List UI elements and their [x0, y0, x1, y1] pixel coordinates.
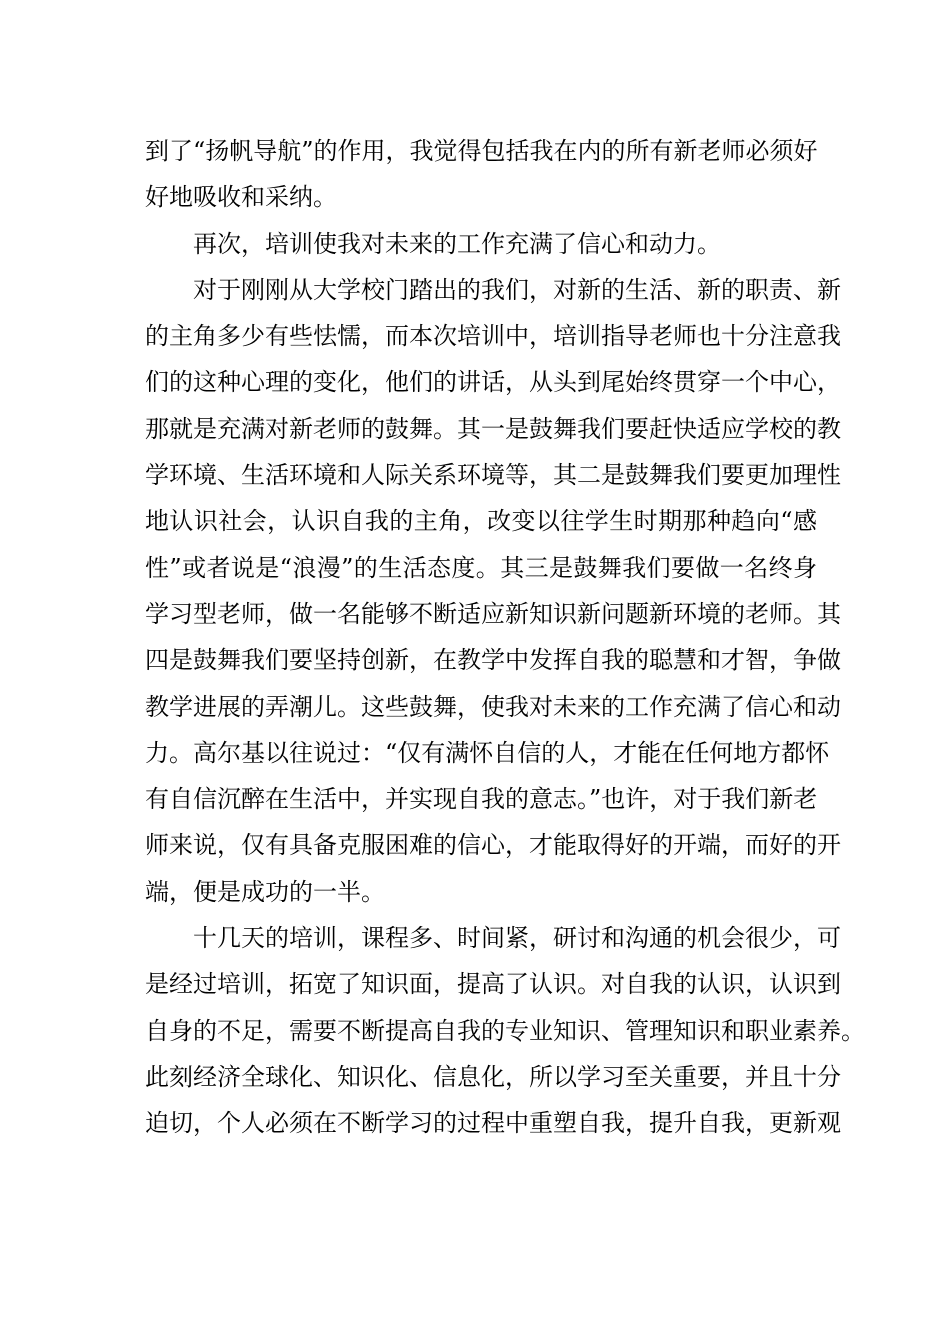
body-text — [145, 128, 865, 1147]
text-line: 到了“扬帆导航”的作用，我觉得包括我在内的所有新老师必须好 — [145, 137, 818, 165]
text-line: 好地吸收和采纳。 — [145, 183, 337, 212]
text-line: 学习型老师，做一名能够不断适应新知识新问题新环境的老师。其 — [145, 599, 841, 628]
text-line: 师来说，仅有具备克服困难的信心，才能取得好的开端，而好的开 — [145, 831, 841, 860]
text-line: 对于刚刚从大学校门踏出的我们，对新的生活、新的职责、新 — [193, 275, 841, 304]
text-line: 那就是充满对新老师的鼓舞。其一是鼓舞我们要赶快适应学校的教 — [145, 414, 841, 443]
text-line: 教学进展的弄潮儿。这些鼓舞，使我对未来的工作充满了信心和动 — [145, 692, 841, 721]
text-line: 力。高尔基以往说过：“仅有满怀自信的人，才能在任何地方都怀 — [145, 738, 830, 767]
text-line: 端，便是成功的一半。 — [145, 877, 385, 906]
text-line: 的主角多少有些怯懦，而本次培训中，培训指导老师也十分注意我 — [145, 322, 841, 351]
text-line: 地认识社会，认识自我的主角，改变以往学生时期那种趋向“感 — [145, 507, 817, 536]
text-line: 十几天的培训，课程多、时间紧，研讨和沟通的机会很少，可 — [193, 924, 841, 953]
text-line: 迫切，个人必须在不断学习的过程中重塑自我，提升自我，更新观 — [145, 1109, 841, 1138]
text-line: 自身的不足，需要不断提高自我的专业知识、管理知识和职业素养。 — [145, 1016, 865, 1045]
text-line: 是经过培训，拓宽了知识面，提高了认识。对自我的认识，认识到 — [145, 970, 841, 999]
text-line: 有自信沉醉在生活中，并实现自我的意志。”也许，对于我们新老 — [145, 785, 818, 814]
text-line: 四是鼓舞我们要坚持创新，在教学中发挥自我的聪慧和才智，争做 — [145, 646, 841, 675]
text-line: 此刻经济全球化、知识化、信息化，所以学习至关重要，并且十分 — [145, 1062, 841, 1091]
text-line: 学环境、生活环境和人际关系环境等，其二是鼓舞我们要更加理性 — [145, 461, 841, 490]
text-line: 们的这种心理的变化，他们的讲话，从头到尾始终贯穿一个中心， — [145, 368, 841, 397]
text-line: 再次，培训使我对未来的工作充满了信心和动力。 — [193, 229, 721, 258]
text-line: 性”或者说是“浪漫”的生活态度。其三是鼓舞我们要做一名终身 — [145, 553, 817, 582]
